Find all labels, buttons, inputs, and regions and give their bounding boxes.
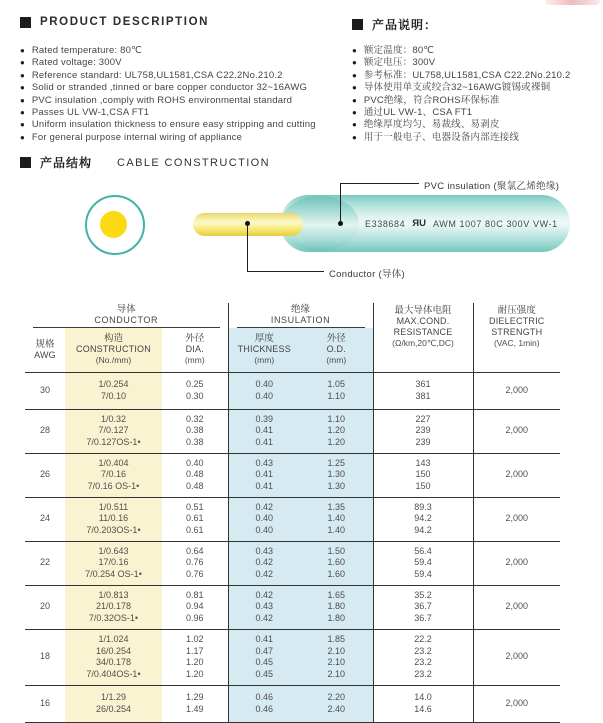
black-square-bullet-icon bbox=[352, 19, 363, 30]
value-line: 0.51 bbox=[185, 501, 204, 512]
construction-cell bbox=[65, 685, 162, 722]
bullet-item bbox=[352, 70, 570, 82]
value-line: 2,000 bbox=[505, 557, 529, 568]
value-line: 227 bbox=[415, 413, 431, 424]
value-line: 1/0.32 bbox=[100, 413, 127, 424]
value-line: 26 bbox=[39, 469, 50, 480]
value-line: 0.43 bbox=[255, 545, 274, 556]
value-line: 2.40 bbox=[327, 703, 346, 714]
awg-cell bbox=[25, 409, 65, 453]
insulation-label: PVC insulation (聚氯乙烯绝缘) bbox=[424, 181, 560, 192]
cable-diagram bbox=[0, 170, 603, 302]
cable-construction-title-cn: 产品结构 bbox=[40, 156, 93, 170]
value-line: 36.7 bbox=[414, 612, 432, 623]
value-line: 1.85 bbox=[327, 634, 346, 644]
spec-row-awg-24 bbox=[25, 497, 560, 541]
bullet-text: 通过UL VW-1、CSA FT1 bbox=[363, 107, 473, 119]
bullet-text: 用于一般电子、电器设备内部连接线 bbox=[363, 131, 520, 143]
col-header-thickness: 厚度 THICKNESS (mm) bbox=[228, 328, 300, 372]
value-line: 1.49 bbox=[185, 703, 204, 714]
value-line: 1/1.024 bbox=[98, 634, 129, 644]
col-header-dia: 外径 DIA. (mm) bbox=[162, 328, 228, 372]
bullet-text: 额定温度：80℃ bbox=[363, 45, 435, 56]
bullet-icon: ● bbox=[352, 95, 357, 105]
bullet-icon: ● bbox=[352, 46, 357, 55]
value-line: 18 bbox=[39, 651, 50, 662]
bullet-icon: ● bbox=[20, 83, 25, 93]
thickness-cell bbox=[228, 497, 300, 541]
value-line: 143 bbox=[415, 457, 431, 468]
product-notes-header bbox=[352, 16, 437, 33]
value-line: 0.43 bbox=[255, 601, 274, 612]
bullet-text: PVC insulation ,comply with ROHS environmental standard bbox=[31, 94, 293, 106]
value-line: 0.38 bbox=[185, 425, 204, 436]
value-line: 14.0 bbox=[414, 692, 432, 702]
black-square-bullet-icon bbox=[20, 157, 31, 168]
conductor-pointer-line-vertical bbox=[247, 225, 248, 271]
value-line: 1.35 bbox=[327, 501, 346, 512]
value-line: 2,000 bbox=[505, 425, 529, 436]
value-line: 0.48 bbox=[185, 480, 204, 491]
value-line: 0.40 bbox=[255, 379, 274, 389]
bullet-icon: ● bbox=[20, 95, 25, 105]
value-line: 0.46 bbox=[255, 703, 274, 714]
bullet-item bbox=[352, 82, 570, 94]
value-line: 0.38 bbox=[185, 436, 204, 447]
bullet-item bbox=[20, 95, 316, 107]
awg-cell bbox=[25, 629, 65, 685]
value-line: 2,000 bbox=[505, 697, 529, 708]
construction-cell bbox=[65, 497, 162, 541]
cable-construction-header bbox=[20, 154, 270, 171]
value-line: 0.42 bbox=[255, 568, 274, 579]
value-line: 1.80 bbox=[327, 601, 346, 612]
value-line: 2,000 bbox=[505, 384, 529, 395]
value-line: 0.45 bbox=[255, 668, 274, 679]
value-line: 1.29 bbox=[185, 692, 204, 702]
bullet-text: For general purpose internal wiring of appliance bbox=[31, 131, 243, 143]
conductor-label: Conductor (导体) bbox=[329, 269, 405, 280]
thickness-cell bbox=[228, 453, 300, 497]
value-line: 2.10 bbox=[327, 668, 346, 679]
thickness-cell bbox=[228, 685, 300, 722]
cable-construction-title-en: CABLE CONSTRUCTION bbox=[117, 156, 270, 169]
construction-cell bbox=[65, 629, 162, 685]
resistance-cell bbox=[373, 629, 473, 685]
bullet-item bbox=[352, 45, 570, 57]
value-line: 2.10 bbox=[327, 657, 346, 667]
bullet-text: 参考标准：UL758,UL1581,CSA C22.2No.210.2 bbox=[363, 69, 571, 81]
spec-row-awg-26 bbox=[25, 453, 560, 497]
value-line: 0.41 bbox=[255, 634, 274, 644]
value-line: 1.65 bbox=[327, 589, 346, 600]
awg-cell bbox=[25, 372, 65, 409]
col-header-dielectric: 耐压强度 DIELECTRIC STRENGTH (VAC, 1min) bbox=[473, 303, 560, 372]
value-line: 28 bbox=[39, 425, 50, 436]
value-line: 7/0.127OS-1• bbox=[86, 436, 141, 447]
value-line: 26/0.254 bbox=[95, 703, 132, 714]
value-line: 2.20 bbox=[327, 692, 346, 702]
od-cell bbox=[300, 409, 373, 453]
value-line: 7/0.203OS-1• bbox=[86, 524, 141, 535]
bullet-icon: ● bbox=[20, 132, 25, 142]
value-line: 7/0.254 OS-1• bbox=[85, 568, 142, 579]
value-line: 1.25 bbox=[327, 457, 346, 468]
product-description-header bbox=[20, 16, 209, 28]
value-line: 22 bbox=[39, 557, 50, 568]
bullet-icon: ● bbox=[20, 46, 25, 55]
value-line: 0.41 bbox=[255, 469, 274, 480]
value-line: 1.02 bbox=[185, 634, 204, 644]
value-line: 0.45 bbox=[255, 657, 274, 667]
value-line: 0.42 bbox=[255, 589, 274, 600]
cable-marking-text bbox=[365, 195, 558, 252]
construction-cell bbox=[65, 372, 162, 409]
value-line: 0.76 bbox=[185, 568, 204, 579]
col-header-od: 外径 O.D. (mm) bbox=[300, 328, 373, 372]
awg-cell bbox=[25, 453, 65, 497]
thickness-cell bbox=[228, 585, 300, 629]
bullet-item bbox=[352, 57, 570, 69]
dia-cell bbox=[162, 497, 228, 541]
value-line: 1.05 bbox=[327, 379, 346, 389]
construction-cell bbox=[65, 541, 162, 585]
value-line: 1/0.511 bbox=[98, 501, 129, 512]
product-description-title: PRODUCT DESCRIPTION bbox=[40, 16, 210, 28]
value-line: 7/0.404OS-1• bbox=[86, 668, 141, 679]
value-line: 0.40 bbox=[255, 524, 274, 535]
cropped-logo-fragment bbox=[545, 0, 600, 5]
value-line: 2,000 bbox=[505, 513, 529, 524]
dia-cell bbox=[162, 585, 228, 629]
bullet-item bbox=[20, 57, 316, 69]
value-line: 0.76 bbox=[185, 557, 204, 568]
value-line: 1.60 bbox=[327, 557, 346, 568]
value-line: 1.20 bbox=[185, 657, 204, 667]
bullet-text: 额定电压：300V bbox=[363, 57, 436, 69]
bullet-icon: ● bbox=[352, 108, 357, 118]
value-line: 0.40 bbox=[255, 513, 274, 524]
value-line: 1.50 bbox=[327, 545, 346, 556]
value-line: 1/0.404 bbox=[98, 457, 129, 468]
resistance-cell bbox=[373, 409, 473, 453]
spec-row-awg-22 bbox=[25, 541, 560, 585]
bullet-item bbox=[20, 107, 316, 119]
dielectric-cell bbox=[473, 409, 560, 453]
value-line: 1.40 bbox=[327, 524, 346, 535]
group-header-conductor: 导体 CONDUCTOR bbox=[25, 303, 228, 328]
value-line: 1.30 bbox=[327, 480, 346, 491]
insulation-pointer-line-vertical bbox=[340, 183, 341, 224]
bullet-text: Solid or stranded ,tinned or bare copper conductor 32~16AWG bbox=[31, 82, 308, 94]
value-line: 381 bbox=[415, 390, 431, 401]
dia-cell bbox=[162, 453, 228, 497]
value-line: 0.64 bbox=[185, 545, 204, 556]
value-line: 23.2 bbox=[414, 657, 432, 667]
value-line: 35.2 bbox=[414, 589, 432, 600]
product-description-list bbox=[20, 45, 316, 144]
value-line: 0.25 bbox=[185, 379, 204, 389]
value-line: 24 bbox=[39, 513, 50, 524]
value-line: 7/0.16 bbox=[100, 469, 127, 480]
dia-cell bbox=[162, 541, 228, 585]
resistance-cell bbox=[373, 585, 473, 629]
construction-cell bbox=[65, 453, 162, 497]
value-line: 1.30 bbox=[327, 469, 346, 480]
bullet-item bbox=[20, 119, 316, 131]
value-line: 2,000 bbox=[505, 651, 529, 662]
spec-row-awg-16 bbox=[25, 685, 560, 722]
value-line: 0.32 bbox=[185, 413, 204, 424]
value-line: 0.48 bbox=[185, 469, 204, 480]
bullet-icon: ● bbox=[20, 108, 25, 118]
awg-cell bbox=[25, 585, 65, 629]
value-line: 150 bbox=[415, 480, 431, 491]
dia-cell bbox=[162, 629, 228, 685]
value-line: 0.42 bbox=[255, 501, 274, 512]
value-line: 1.40 bbox=[327, 513, 346, 524]
bullet-item bbox=[20, 70, 316, 82]
bullet-icon: ● bbox=[20, 58, 25, 68]
value-line: 89.3 bbox=[414, 501, 432, 512]
value-line: 0.61 bbox=[185, 513, 204, 524]
cable-cross-section-conductor-icon bbox=[100, 211, 127, 238]
od-cell bbox=[300, 541, 373, 585]
value-line: 1.20 bbox=[327, 436, 346, 447]
value-line: 30 bbox=[39, 384, 50, 395]
col-header-awg: 规格 AWG bbox=[25, 328, 65, 372]
bullet-text: Reference standard: UL758,UL1581,CSA C22.2No.210.2 bbox=[31, 69, 283, 81]
value-line: 23.2 bbox=[414, 645, 432, 656]
value-line: 1.20 bbox=[185, 668, 204, 679]
value-line: 7/0.32OS-1• bbox=[88, 612, 139, 623]
value-line: 0.81 bbox=[185, 589, 204, 600]
spec-table-body bbox=[25, 372, 560, 722]
value-line: 150 bbox=[415, 469, 431, 480]
dielectric-cell bbox=[473, 541, 560, 585]
value-line: 0.41 bbox=[255, 436, 274, 447]
product-notes-list bbox=[352, 45, 570, 144]
black-square-bullet-icon bbox=[20, 17, 31, 28]
cable-cert-number: E338684 bbox=[365, 218, 406, 229]
value-line: 0.96 bbox=[185, 612, 204, 623]
value-line: 1/0.813 bbox=[98, 589, 129, 600]
product-notes-title: 产品说明： bbox=[372, 18, 438, 32]
value-line: 2,000 bbox=[505, 469, 529, 480]
value-line: 0.94 bbox=[185, 601, 204, 612]
bullet-item bbox=[20, 82, 316, 94]
bullet-text: Rated voltage: 300V bbox=[31, 57, 122, 69]
value-line: 2,000 bbox=[505, 601, 529, 612]
spec-row-awg-28 bbox=[25, 409, 560, 453]
value-line: 23.2 bbox=[414, 668, 432, 679]
group-header-row bbox=[25, 303, 560, 328]
od-cell bbox=[300, 372, 373, 409]
value-line: 1/0.643 bbox=[98, 545, 129, 556]
bullet-text: PVC绝缘，符合ROHS环保标准 bbox=[363, 94, 500, 106]
col-header-construction: 构造 CONSTRUCTION (No./mm) bbox=[65, 328, 162, 372]
value-line: 0.42 bbox=[255, 557, 274, 568]
resistance-cell bbox=[373, 685, 473, 722]
value-line: 0.40 bbox=[255, 390, 274, 401]
bullet-icon: ● bbox=[352, 132, 357, 142]
thickness-cell bbox=[228, 629, 300, 685]
dia-cell bbox=[162, 372, 228, 409]
value-line: 2.10 bbox=[327, 645, 346, 656]
spec-row-awg-20 bbox=[25, 585, 560, 629]
awg-cell bbox=[25, 685, 65, 722]
awg-cell bbox=[25, 541, 65, 585]
od-cell bbox=[300, 497, 373, 541]
thickness-cell bbox=[228, 372, 300, 409]
value-line: 0.39 bbox=[255, 413, 274, 424]
value-line: 1.80 bbox=[327, 612, 346, 623]
resistance-cell bbox=[373, 453, 473, 497]
dielectric-cell bbox=[473, 685, 560, 722]
dielectric-cell bbox=[473, 453, 560, 497]
value-line: 0.46 bbox=[255, 692, 274, 702]
value-line: 94.2 bbox=[414, 513, 432, 524]
spec-row-awg-18 bbox=[25, 629, 560, 685]
bullet-item bbox=[20, 132, 316, 144]
value-line: 94.2 bbox=[414, 524, 432, 535]
group-header-insulation: 绝缘 INSULATION bbox=[228, 303, 373, 328]
value-line: 59.4 bbox=[414, 557, 432, 568]
value-line: 1/0.254 bbox=[98, 379, 129, 389]
insulation-pointer-line-horizontal bbox=[340, 183, 419, 184]
bullet-icon: ● bbox=[20, 70, 25, 80]
value-line: 0.30 bbox=[185, 390, 204, 401]
value-line: 0.61 bbox=[185, 524, 204, 535]
bullet-item bbox=[352, 107, 570, 119]
thickness-cell bbox=[228, 541, 300, 585]
dielectric-cell bbox=[473, 585, 560, 629]
bullet-text: 导体使用单支或绞合32~16AWG镀锡或裸铜 bbox=[363, 82, 551, 94]
ul-recognized-icon: ЯU bbox=[412, 218, 426, 229]
bullet-item bbox=[352, 119, 570, 131]
bullet-icon: ● bbox=[352, 70, 357, 80]
bullet-item bbox=[352, 95, 570, 107]
value-line: 1.20 bbox=[327, 425, 346, 436]
value-line: 0.43 bbox=[255, 457, 274, 468]
insulation-pointer-dot bbox=[338, 221, 343, 226]
value-line: 361 bbox=[415, 379, 431, 389]
cable-marking-string: AWM 1007 80C 300V VW-1 bbox=[432, 218, 558, 229]
construction-cell bbox=[65, 585, 162, 629]
bullet-text: Uniform insulation thickness to ensure easy stripping and cutting bbox=[31, 119, 316, 131]
value-line: 239 bbox=[415, 425, 431, 436]
dia-cell bbox=[162, 409, 228, 453]
od-cell bbox=[300, 585, 373, 629]
value-line: 21/0.178 bbox=[95, 601, 132, 612]
value-line: 0.40 bbox=[185, 457, 204, 468]
dia-cell bbox=[162, 685, 228, 722]
resistance-cell bbox=[373, 497, 473, 541]
value-line: 59.4 bbox=[414, 568, 432, 579]
value-line: 16 bbox=[39, 697, 50, 708]
value-line: 1.10 bbox=[327, 413, 346, 424]
value-line: 16/0.254 bbox=[95, 645, 132, 656]
resistance-cell bbox=[373, 372, 473, 409]
spec-row-awg-30 bbox=[25, 372, 560, 409]
od-cell bbox=[300, 685, 373, 722]
value-line: 1.17 bbox=[185, 645, 204, 656]
construction-cell bbox=[65, 409, 162, 453]
value-line: 34/0.178 bbox=[95, 657, 132, 667]
resistance-cell bbox=[373, 541, 473, 585]
value-line: 1.10 bbox=[327, 390, 346, 401]
bullet-text: Passes UL VW-1,CSA FT1 bbox=[31, 107, 150, 119]
value-line: 0.41 bbox=[255, 480, 274, 491]
od-cell bbox=[300, 453, 373, 497]
spec-table bbox=[25, 303, 560, 723]
value-line: 1/1.29 bbox=[100, 692, 127, 702]
value-line: 17/0.16 bbox=[98, 557, 129, 568]
awg-cell bbox=[25, 497, 65, 541]
bullet-text: 绝缘厚度均匀、易裁线、易剥皮 bbox=[363, 119, 500, 131]
bullet-text: Rated temperature: 80℃ bbox=[31, 45, 142, 56]
dielectric-cell bbox=[473, 497, 560, 541]
bullet-icon: ● bbox=[20, 120, 25, 130]
conductor-pointer-line-horizontal bbox=[247, 271, 324, 272]
value-line: 36.7 bbox=[414, 601, 432, 612]
col-header-resistance: 最大导体电阻 MAX.COND. RESISTANCE (Ω/km,20℃,DC) bbox=[373, 303, 473, 372]
dielectric-cell bbox=[473, 372, 560, 409]
bullet-icon: ● bbox=[352, 58, 357, 68]
bullet-icon: ● bbox=[352, 120, 357, 130]
bullet-icon: ● bbox=[352, 83, 357, 93]
value-line: 7/0.16 OS-1• bbox=[87, 480, 140, 491]
value-line: 0.41 bbox=[255, 425, 274, 436]
thickness-cell bbox=[228, 409, 300, 453]
od-cell bbox=[300, 629, 373, 685]
value-line: 0.47 bbox=[255, 645, 274, 656]
value-line: 1.60 bbox=[327, 568, 346, 579]
value-line: 56.4 bbox=[414, 545, 432, 556]
bullet-item bbox=[20, 45, 316, 57]
value-line: 239 bbox=[415, 436, 431, 447]
value-line: 7/0.127 bbox=[98, 425, 129, 436]
dielectric-cell bbox=[473, 629, 560, 685]
value-line: 20 bbox=[39, 601, 50, 612]
value-line: 22.2 bbox=[414, 634, 432, 644]
bullet-item bbox=[352, 132, 570, 144]
value-line: 11/0.16 bbox=[98, 513, 129, 524]
value-line: 7/0.10 bbox=[100, 390, 127, 401]
value-line: 0.42 bbox=[255, 612, 274, 623]
value-line: 14.6 bbox=[414, 703, 432, 714]
